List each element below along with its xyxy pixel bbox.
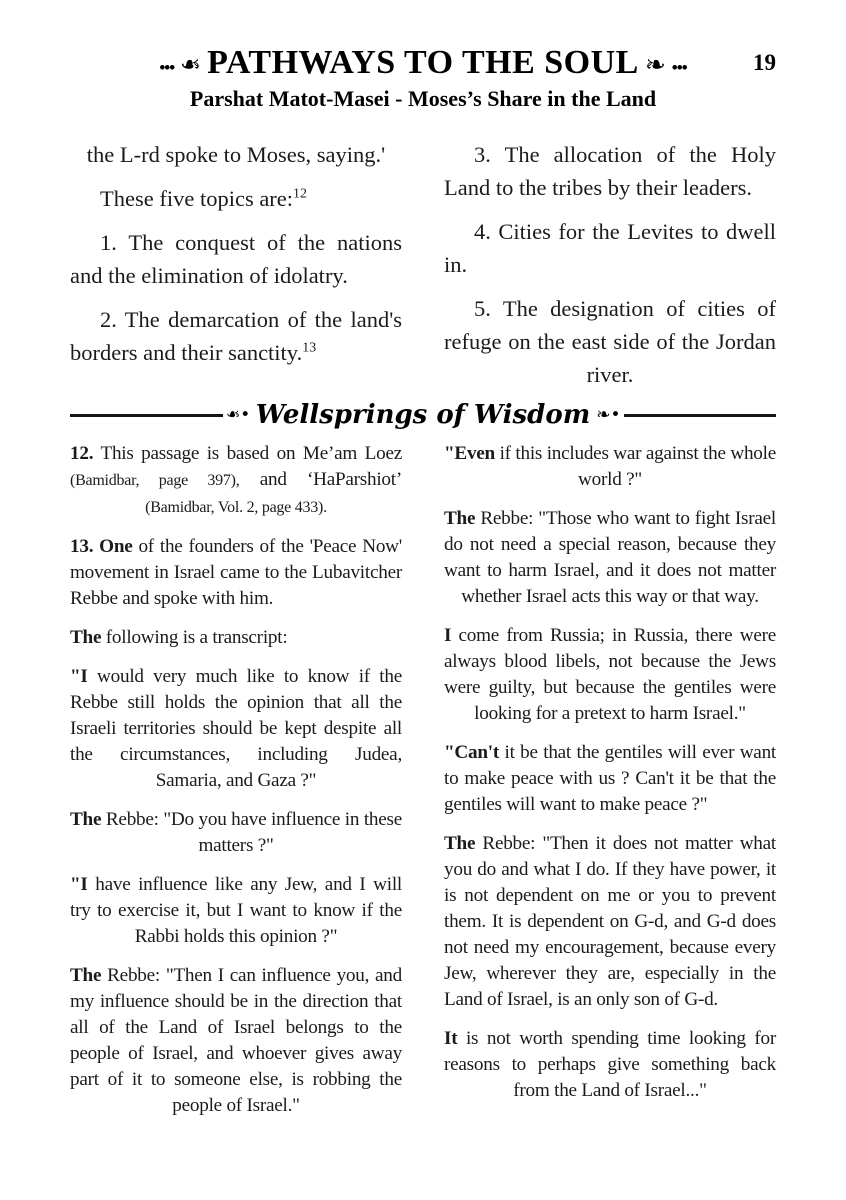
text-run: it be that the gentiles will ever want to make peace with us ? Can't it be that the gentiles will want to make peace ?" (444, 742, 776, 815)
body-paragraph (444, 292, 776, 391)
footnote-paragraph (70, 807, 402, 859)
text-run: come from Russia; in Russia, there were always blood libels, not because the Jews were guilty, but because the gentiles were looking for a pretext to harm Israel." (444, 625, 776, 724)
footnote-paragraph (444, 740, 776, 818)
lead-word: The (70, 809, 102, 830)
text-run: Rebbe: "Do you have influence in these matters ?" (101, 809, 402, 856)
wellsprings-divider (70, 400, 776, 430)
flourish-icon-right: ❧ (644, 49, 666, 79)
lead-word: "I (70, 666, 88, 687)
ornament-dots-left: ••• (159, 57, 175, 77)
footnote-paragraph (444, 623, 776, 727)
text-run: 2. The demarcation of the land's borders and their sanctity. (70, 307, 402, 365)
main-right-column (444, 138, 776, 391)
text-run: and ‘HaParshiot’ (239, 469, 402, 490)
lead-word: "Even (444, 443, 495, 464)
footnote-paragraph (444, 831, 776, 1013)
footnote-paragraph (444, 441, 776, 493)
divider-ornament-left-icon: •❧ (225, 405, 250, 425)
lead-word: 12. (70, 443, 94, 464)
footnote-12 (70, 441, 402, 521)
book-title: PATHWAYS TO THE SOUL (207, 44, 639, 81)
text-run: This passage is based on Me’am Loez (93, 443, 402, 464)
body-paragraph (70, 226, 402, 292)
text-run: Rebbe: "Those who want to fight Israel do not need a special reason, because they want to harm Israel, and it does not matter whether Israel acts this way or that way. (444, 508, 776, 607)
footnotes-right-column (444, 441, 776, 1119)
footnote-paragraph (70, 963, 402, 1119)
lead-word: The (70, 965, 102, 986)
text-run: would very much like to know if the Rebbe still holds the opinion that all the Israeli territories should be kept despite all the circumstances, including Judea, Samaria, and Gaza ?" (70, 666, 402, 791)
footnote-13 (70, 534, 402, 612)
text-run: Rebbe: "Then I can influence you, and my influence should be in the direction that all of the Land of Israel belongs to the people of Israel, and whoever gives away part of it to someone else, is robbing the people of Israel." (70, 965, 402, 1116)
page-number: 19 (753, 50, 776, 75)
main-text-section (70, 138, 776, 391)
body-paragraph (444, 138, 776, 204)
text-run: Rebbe: "Then it does not matter what you do and what I do. If they have power, it is not dependent on me or you to prevent them. It is dependent on G-d, and G-d does not need my encouragement, because every Jew, wherever they are, especially in the Land of Israel, is an only son of G-d. (444, 833, 776, 1010)
body-paragraph (70, 138, 402, 171)
title-row (70, 46, 776, 80)
text-run: following is a transcript: (101, 627, 288, 648)
body-paragraph (70, 303, 402, 369)
divider-rule-left (70, 414, 223, 417)
footnote-reference: 12 (293, 186, 307, 202)
lead-word: It (444, 1028, 458, 1049)
footnote-paragraph (444, 1026, 776, 1104)
footnote-paragraph (70, 625, 402, 651)
divider-ornament-right-icon: ❧• (596, 405, 621, 425)
text-run: 5. The designation of cities of refuge on the east side of the Jordan river. (444, 296, 776, 387)
text-run: 4. Cities for the Levites to dwell in. (444, 219, 776, 277)
footnotes-left-column (70, 441, 402, 1119)
footnote-reference: 13 (302, 340, 317, 356)
divider-title: Wellsprings of Wisdom (255, 400, 591, 430)
main-left-column (70, 138, 402, 391)
page-header (70, 46, 776, 112)
lead-word: "Can't (444, 742, 499, 763)
chapter-subtitle: Parshat Matot-Masei - Moses’s Share in the Land (189, 86, 657, 111)
text-run: is not worth spending time looking for reasons to perhaps give something back from the Land of Israel..." (444, 1028, 776, 1101)
footnote-paragraph (70, 872, 402, 950)
text-run: 3. The allocation of the Holy Land to the tribes by their leaders. (444, 142, 776, 200)
text-run: have influence like any Jew, and I will try to exercise it, but I want to know if the Rabbi holds this opinion ?" (70, 874, 402, 947)
ornament-dots-right: ••• (671, 57, 687, 77)
footnote-paragraph (70, 664, 402, 794)
text-run: of the founders of the 'Peace Now' movement in Israel came to the Lubavitcher Rebbe and spoke with him. (70, 536, 402, 609)
lead-word: I (444, 625, 452, 646)
divider-rule-right (624, 414, 777, 417)
lead-word: The (70, 627, 102, 648)
lead-word: 13. One (70, 536, 133, 557)
lead-word: The (444, 508, 476, 529)
text-run: 1. The conquest of the nations and the elimination of idolatry. (70, 230, 402, 288)
text-run: if this includes war against the whole world ?" (494, 443, 776, 490)
lead-word: "I (70, 874, 88, 895)
footnote-paragraph (444, 506, 776, 610)
text-run: (Bamidbar, page 397), (70, 472, 240, 489)
flourish-icon-left: ❧ (180, 49, 202, 79)
body-paragraph (444, 215, 776, 281)
lead-word: The (444, 833, 476, 854)
footnotes-section (70, 441, 776, 1119)
body-paragraph (70, 182, 402, 215)
text-run: the L-rd spoke to Moses, saying.' (86, 142, 386, 167)
text-run: (Bamidbar, Vol. 2, page 433). (145, 499, 327, 516)
text-run: These five topics are: (100, 186, 294, 211)
